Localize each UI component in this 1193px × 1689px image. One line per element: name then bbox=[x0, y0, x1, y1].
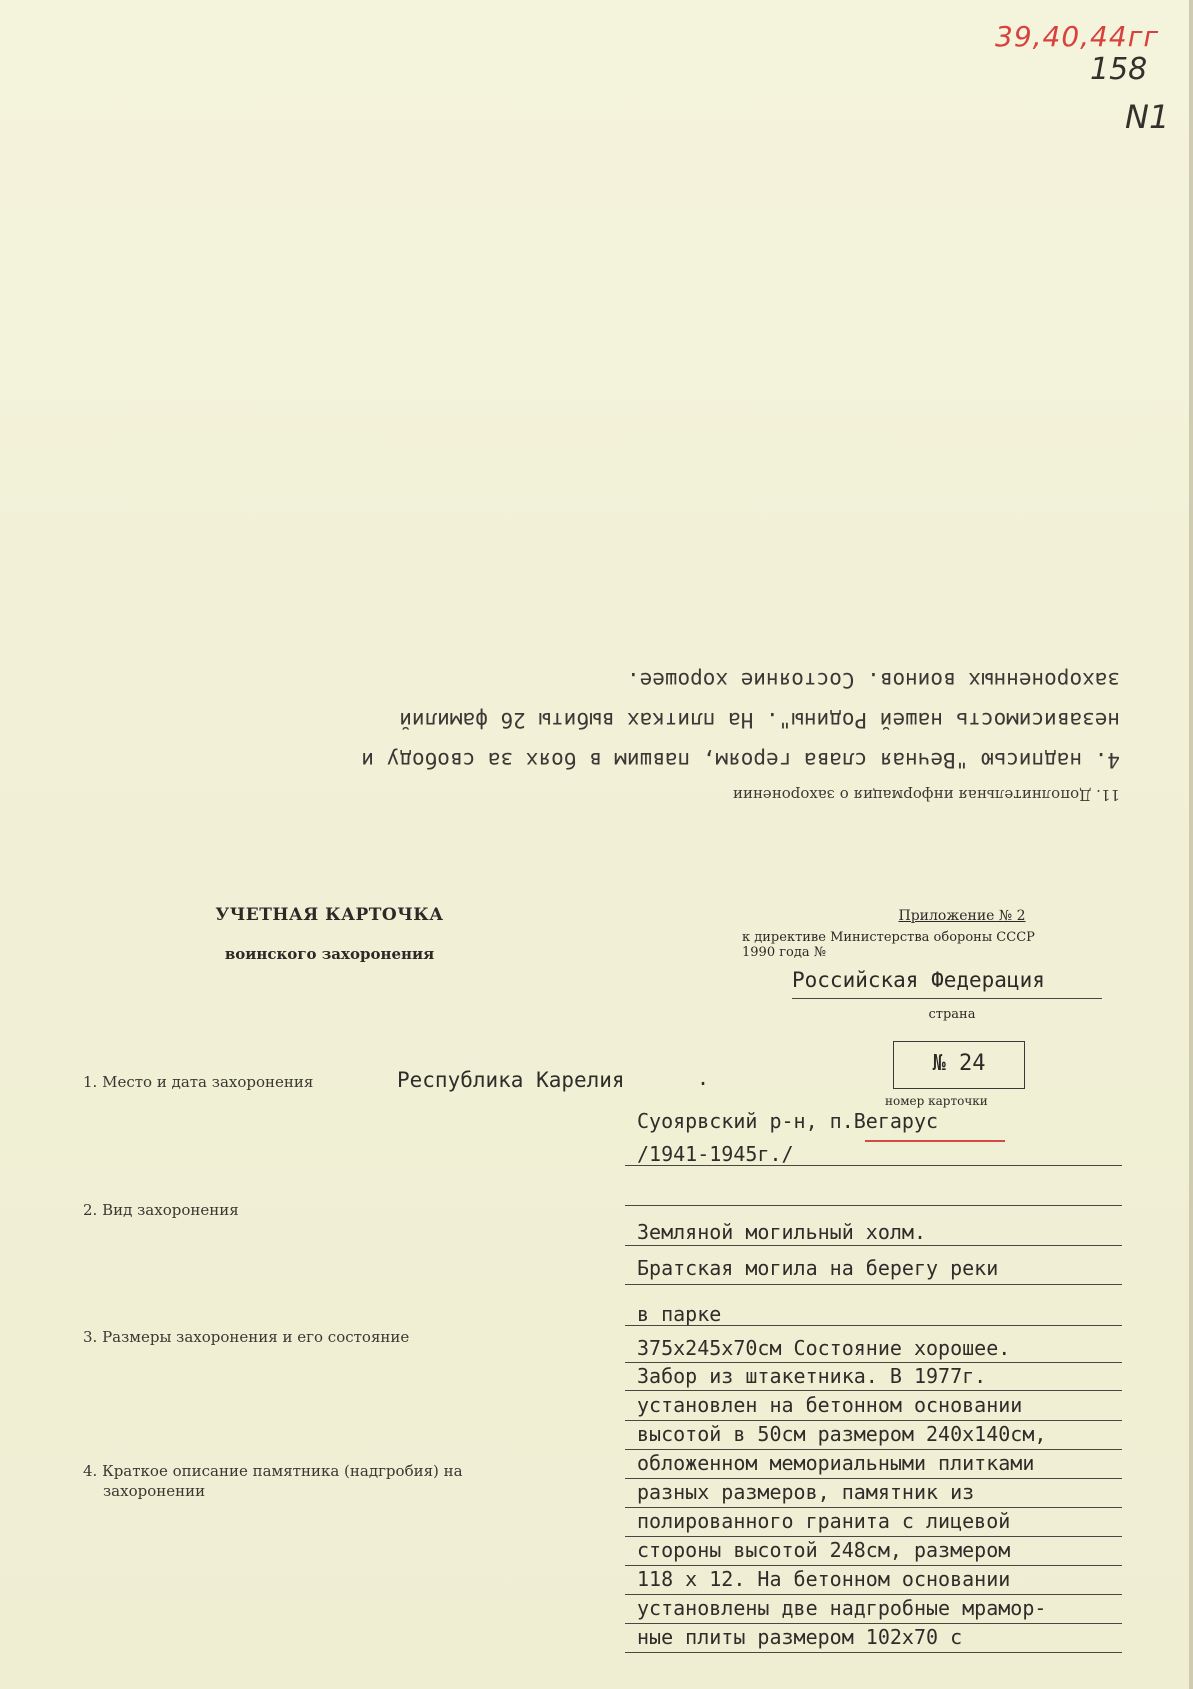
field-1-label: 1. Место и дата захоронения bbox=[83, 1073, 314, 1091]
description-line: стороны высотой 248см, размером bbox=[637, 1538, 1011, 1562]
card-title: УЧЕТНАЯ КАРТОЧКА bbox=[215, 905, 444, 925]
card-title-block bbox=[197, 905, 462, 963]
description-line: высотой в 50см размером 240х140см, bbox=[637, 1422, 1047, 1446]
card-subtitle: воинского захоронения bbox=[224, 945, 435, 963]
additional-info-label: 11. Дополнительная информация о захоронении bbox=[732, 786, 1120, 804]
field-1-value: Республика Карелия bbox=[397, 1068, 625, 1092]
field-4-label-continued: захоронении bbox=[103, 1482, 206, 1500]
field-rule bbox=[625, 1245, 1122, 1246]
appendix-directive: к директиве Министерства обороны СССР bbox=[742, 930, 1035, 945]
field-rule bbox=[625, 1565, 1122, 1566]
description-line: ные плиты размером 102х70 с bbox=[637, 1625, 963, 1649]
card-number-caption: номер карточки bbox=[885, 1094, 988, 1108]
appendix-title: Приложение № 2 bbox=[898, 908, 1026, 924]
field-rule bbox=[625, 1420, 1122, 1421]
field-rule bbox=[625, 1652, 1122, 1653]
field-rule bbox=[625, 1284, 1122, 1285]
field-2-line1: Земляной могильный холм. bbox=[637, 1220, 926, 1244]
field-4-label: 4. Краткое описание памятника (надгробия) на bbox=[83, 1462, 463, 1480]
field-2-line2: Братская могила на берегу реки bbox=[637, 1256, 999, 1280]
field-1-line3: /1941-1945г./ bbox=[637, 1142, 794, 1166]
description-line: 118 х 12. На бетонном основании bbox=[637, 1567, 1011, 1591]
field-2-label: 2. Вид захоронения bbox=[83, 1201, 239, 1219]
upside-down-additional-info bbox=[190, 660, 1120, 804]
handwritten-sheet-number: 158 bbox=[1090, 52, 1148, 87]
handwritten-years: 39,40,44гг bbox=[995, 20, 1160, 53]
additional-info-line: 4. надписью "Вечная слава героям, павшим в боях за свободу и bbox=[361, 748, 1120, 772]
field-rule bbox=[625, 1623, 1122, 1624]
field-rule bbox=[625, 1478, 1122, 1479]
country-caption: страна bbox=[928, 1007, 976, 1022]
field-1-dot: . bbox=[697, 1066, 710, 1090]
card-number-box bbox=[893, 1041, 1025, 1089]
field-rule bbox=[625, 1205, 1122, 1206]
field-3-label: 3. Размеры захоронения и его состояние bbox=[83, 1328, 410, 1346]
description-line: полированного гранита с лицевой bbox=[637, 1509, 1011, 1533]
field-rule bbox=[625, 1507, 1122, 1508]
description-line: Забор из штакетника. В 1977г. bbox=[637, 1364, 987, 1388]
country-value: Российская Федерация bbox=[792, 968, 1102, 999]
field-1-line2: Суоярвский р-н, п.Вегарус bbox=[637, 1109, 939, 1133]
field-2-line3: в парке bbox=[637, 1302, 722, 1326]
description-line: установлен на бетонном основании bbox=[637, 1393, 1023, 1417]
red-underline bbox=[865, 1140, 1005, 1142]
field-rule bbox=[625, 1362, 1122, 1363]
field-rule bbox=[625, 1449, 1122, 1450]
field-rule bbox=[625, 1325, 1122, 1326]
additional-info-line: независимость нашей Родины". На плитках выбиты 26 фамилий bbox=[399, 708, 1120, 732]
handwritten-mark: N1 bbox=[1125, 98, 1170, 136]
field-rule bbox=[625, 1165, 1122, 1166]
appendix-block bbox=[742, 908, 1122, 1022]
card-number: № 24 bbox=[932, 1051, 986, 1076]
additional-info-line: захороненных воинов. Состояние хорошее. bbox=[626, 668, 1120, 692]
field-rule bbox=[625, 1536, 1122, 1537]
appendix-year: 1990 года № bbox=[742, 945, 827, 960]
field-rule bbox=[625, 1594, 1122, 1595]
description-line: установлены две надгробные мрамор- bbox=[637, 1596, 1047, 1620]
description-line: разных размеров, памятник из bbox=[637, 1480, 975, 1504]
field-rule bbox=[625, 1390, 1122, 1391]
field-3-line1: 375х245х70см Состояние хорошее. bbox=[637, 1336, 1011, 1360]
description-line: обложенном мемориальными плитками bbox=[637, 1451, 1035, 1475]
